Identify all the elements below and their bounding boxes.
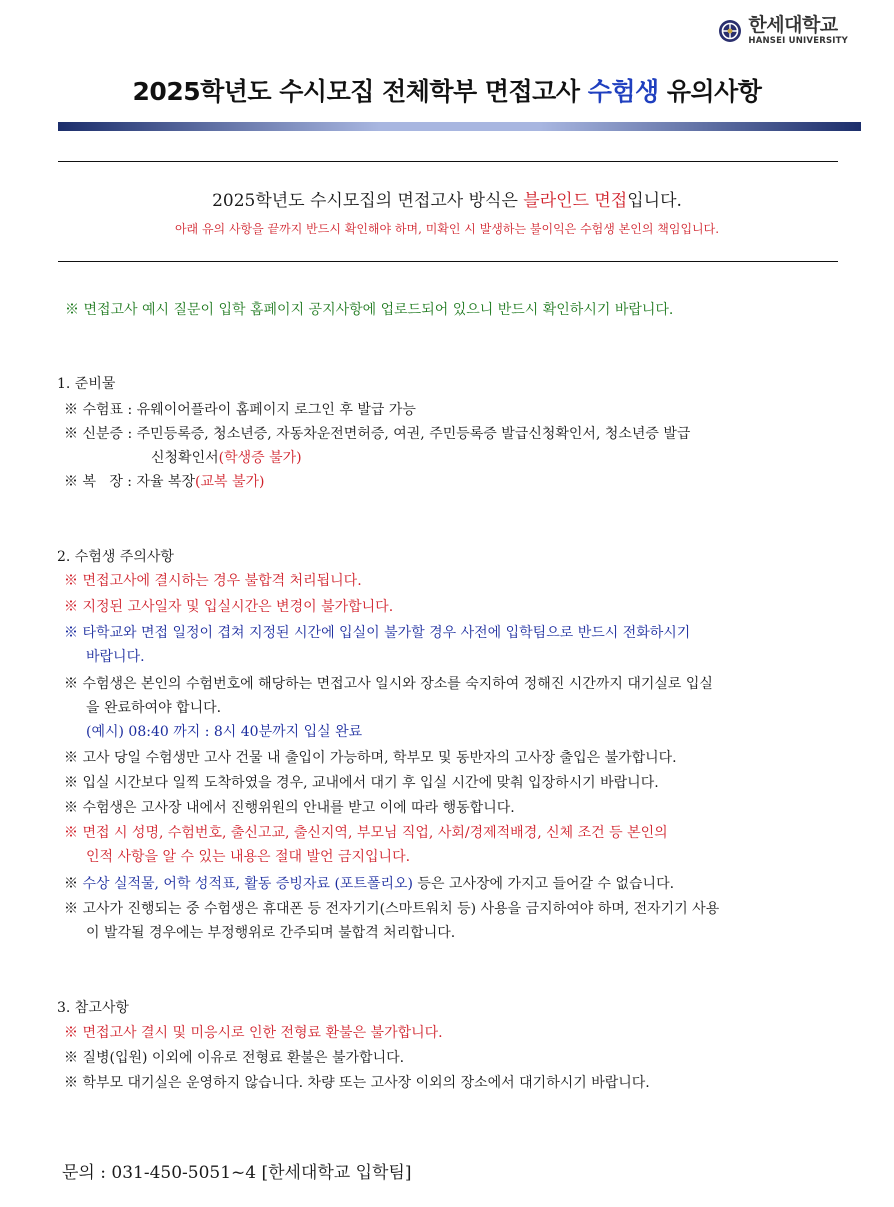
item-text-continued: 이 발각될 경우에는 부정행위로 간주되며 불합격 처리합니다. (86, 925, 456, 941)
section2-heading: 2. 수험생 주의사항 (57, 549, 174, 565)
item-text-continued: 바랍니다. (86, 649, 145, 665)
item-label: 복 장 : (82, 474, 137, 490)
notice-main-prefix: 2025학년도 수시모집의 면접고사 방식은 (212, 191, 524, 211)
example-question-note: ※ 면접고사 예시 질문이 입학 홈페이지 공지사항에 업로드되어 있으니 반드시 확인하시기 바랍니다. (65, 302, 674, 318)
section2-item-check-in (64, 672, 713, 744)
item-text-blue: 수상 실적물, 어학 성적표, 활동 증빙자료 (포트폴리오) (82, 876, 413, 892)
item-text-continued: 을 완료하여야 합니다. (86, 700, 222, 716)
section2-item-schedule-conflict (64, 621, 690, 669)
item-text: 자율 복장 (136, 474, 196, 490)
item-label: 신분증 : (82, 426, 137, 442)
section2-item-early-arrival: ※ 입실 시간보다 일찍 도착하였을 경우, 교내에서 대기 후 입실 시간에 맞춰 입장하시기 바랍니다. (64, 775, 659, 791)
item-mark: ※ (64, 876, 83, 892)
item-text-red: (학생증 불가) (218, 450, 302, 466)
section1-item-admission-ticket (64, 398, 416, 422)
item-text-red: (교복 불가) (195, 474, 265, 490)
logo-name-en: HANSEI UNIVERSITY (748, 36, 848, 46)
title-highlight: 수험생 (587, 77, 659, 106)
item-text: 등은 고사장에 가지고 들어갈 수 없습니다. (412, 876, 675, 892)
item-text: 유웨이어플라이 홈페이지 로그인 후 발급 가능 (136, 402, 416, 418)
item-text-continued: 신청확인서 (151, 450, 219, 466)
notice-main (0, 186, 894, 211)
notice-main-highlight: 블라인드 면접 (523, 191, 628, 211)
item-text: ※ 면접 시 성명, 수험번호, 출신고교, 출신지역, 부모님 직업, 사회/경제적배경, 신체 조건 등 본인의 (64, 825, 668, 841)
section3-item-refund-illness: ※ 질병(입원) 이외에 이유로 전형료 환불은 불가합니다. (64, 1050, 405, 1066)
section2-item-blind-rule (64, 821, 668, 869)
section3-item-parent-waiting: ※ 학부모 대기실은 운영하지 않습니다. 차량 또는 고사장 이외의 장소에서 대기하시기 바랍니다. (64, 1075, 650, 1091)
section1-heading: 1. 준비물 (57, 376, 116, 392)
section1-item-id-card (64, 422, 690, 470)
university-emblem-icon (718, 19, 742, 43)
university-logo (718, 16, 848, 46)
section2-item-electronics (64, 897, 719, 945)
section2-item-absence: ※ 면접고사에 결시하는 경우 불합격 처리됩니다. (64, 573, 362, 589)
item-label: 수험표 : (82, 402, 137, 418)
section2-item-schedule-fixed: ※ 지정된 고사일자 및 입실시간은 변경이 불가합니다. (64, 599, 394, 615)
item-text: ※ 타학교와 면접 일정이 겹쳐 지정된 시간에 입실이 불가할 경우 사전에 입학팀으로 반드시 전화하시기 (64, 625, 691, 641)
item-mark: ※ (64, 426, 83, 442)
notice-bottom-divider (58, 261, 838, 262)
section2-item-entry-restriction: ※ 고사 당일 수험생만 고사 건물 내 출입이 가능하며, 학부모 및 동반자의 고사장 출입은 불가합니다. (64, 750, 677, 766)
section1-item-attire (64, 470, 265, 494)
section2-item-materials (64, 872, 674, 896)
item-text: ※ 고사가 진행되는 중 수험생은 휴대폰 등 전자기기(스마트워치 등) 사용을 금지하여야 하며, 전자기기 사용 (64, 901, 720, 917)
item-mark: ※ (64, 474, 83, 490)
section3-item-no-refund-absence: ※ 면접고사 결시 및 미응시로 인한 전형료 환불은 불가합니다. (64, 1025, 443, 1041)
contact-info: 문의 : 031-450-5051~4 [한세대학교 입학팀] (62, 1163, 412, 1183)
notice-main-suffix: 입니다. (627, 191, 682, 211)
item-text: ※ 수험생은 본인의 수험번호에 해당하는 면접고사 일시와 장소를 숙지하여 정해진 시간까지 대기실로 입실 (64, 676, 713, 692)
title-part1: 2025학년도 수시모집 전체학부 면접고사 (132, 77, 588, 106)
item-example: (예시) 08:40 까지 : 8시 40분까지 입실 완료 (86, 724, 363, 740)
page-title (0, 72, 894, 108)
item-text: 주민등록증, 청소년증, 자동차운전면허증, 여권, 주민등록증 발급신청확인서, 청소년증 발급 (136, 426, 691, 442)
section3-heading: 3. 참고사항 (57, 1000, 129, 1016)
title-part2: 유의사항 (658, 77, 762, 106)
section2-item-staff-guidance: ※ 수험생은 고사장 내에서 진행위원의 안내를 받고 이에 따라 행동합니다. (64, 800, 515, 816)
item-text-continued: 인적 사항을 알 수 있는 내용은 절대 발언 금지입니다. (86, 849, 411, 865)
notice-sub: 아래 유의 사항을 끝까지 반드시 확인해야 하며, 미확인 시 발생하는 불이익은 수험생 본인의 책임입니다. (174, 222, 720, 236)
item-mark: ※ (64, 402, 83, 418)
title-underline-bar (58, 122, 861, 131)
logo-name-kr: 한세대학교 (748, 14, 838, 36)
notice-top-divider (58, 161, 838, 162)
